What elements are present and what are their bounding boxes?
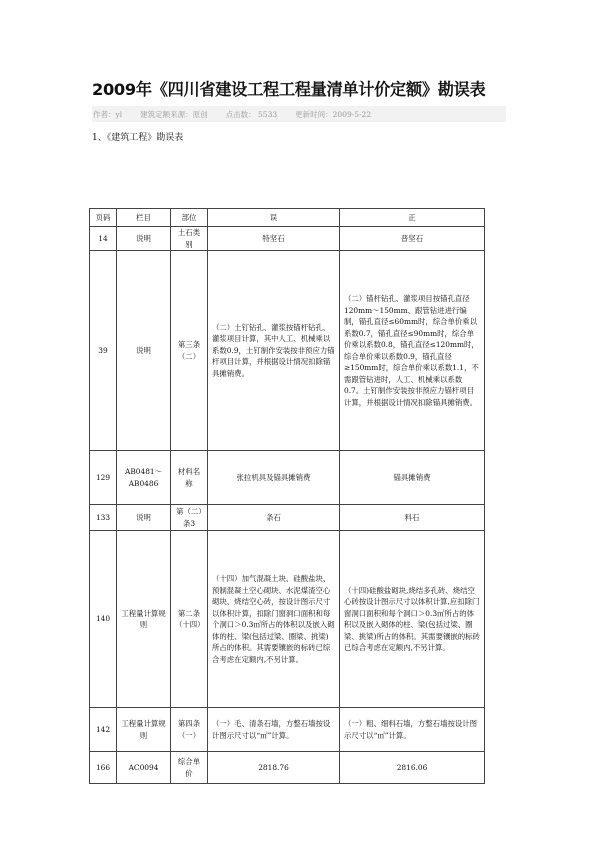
table-row: [90, 752, 485, 784]
cell-right: 普坚石: [340, 227, 485, 251]
update-time-text: 更新时间：2009-5-22: [295, 109, 372, 119]
table-row: [90, 451, 485, 505]
header-page: 页码: [90, 209, 117, 227]
cell-right: 料石: [340, 505, 485, 531]
cell-wrong: 条石: [208, 505, 340, 531]
cell-part: 第二条（十四）: [171, 531, 208, 708]
cell-right: （二）锚杆钻孔、灌浆项目按锚孔直径120mm～150mm、跟管钻进进行编制，锚孔直径≤60mm时，综合单价乘以系数0.7，锚孔直径≤90mm时，综合单价乘以系数0.8，锚孔直径≤120mm时，综合单价乘以系数0.9，锚孔直径≥150mm时，综合单价乘以系数1.1，不需跟管钻进时，人工、机械乘以系数0.7。土钉制作安装按非预应力锚杆项目计算，并根据设计情况扣除锚具摊销费。: [340, 251, 485, 451]
cell-column: 工程量计算规则: [117, 708, 171, 752]
cell-page: 142: [90, 708, 117, 752]
cell-column: 说明: [117, 251, 171, 451]
cell-part: 第（二）条3: [171, 505, 208, 531]
page-title: 2009年《四川省建设工程工程量清单计价定额》勘误表: [92, 80, 486, 99]
cell-part: 材料名称: [171, 451, 208, 505]
table-row: [90, 251, 485, 451]
cell-column: AC0094: [117, 752, 171, 784]
cell-wrong: 2818.76: [208, 752, 340, 784]
cell-page: 129: [90, 451, 117, 505]
cell-column: 说明: [117, 505, 171, 531]
cell-page: 39: [90, 251, 117, 451]
click-count-text: 点击数： 5533: [225, 109, 278, 119]
cell-part: 综合单价: [171, 752, 208, 784]
source-text: 建筑定额来源：原创: [140, 109, 208, 119]
table-row: [90, 227, 485, 251]
header-part: 部位: [171, 209, 208, 227]
author-text: 作者：yl: [93, 109, 123, 119]
header-right: 正: [340, 209, 485, 227]
cell-wrong: 张拉机具及锚具摊销费: [208, 451, 340, 505]
cell-column: 工程量计算规则: [117, 531, 171, 708]
cell-page: 166: [90, 752, 117, 784]
cell-right: 2816.06: [340, 752, 485, 784]
cell-page: 133: [90, 505, 117, 531]
table-row: [90, 505, 485, 531]
cell-part: 土石类别: [171, 227, 208, 251]
cell-part: 第四条（一）: [171, 708, 208, 752]
header-wrong: 误: [208, 209, 340, 227]
header-column: 栏目: [117, 209, 171, 227]
cell-part: 第三条（二）: [171, 251, 208, 451]
table-row: [90, 531, 485, 708]
cell-wrong: 特坚石: [208, 227, 340, 251]
table-row: [90, 708, 485, 752]
cell-right: 锚具摊销费: [340, 451, 485, 505]
article-meta-bar: [92, 106, 506, 122]
cell-wrong: （十四）加气混凝土块、硅酸盐块、预制混凝土空心砌块、水泥煤渣空心砌块、烧结空心砖，按设计图示尺寸以体积计算，扣除门窗洞口面积和每个洞口＞0.3㎡所占的体积以及嵌入砌体的柱、梁(包括过梁、圈梁、挑梁)所占的体积。其需要镶嵌的标砖已综合考虑在定额内,不另计算。: [208, 531, 340, 708]
cell-column: 说明: [117, 227, 171, 251]
cell-wrong: （二）土钉钻孔、灌浆按锚杆钻孔、灌浆项目计算，其中人工、机械乘以系数0.9，土钉制作安装按非预应力锚杆项目计算，并根据设计情况扣除锚具摊销费。: [208, 251, 340, 451]
section-heading: 1、《建筑工程》勘误表: [92, 133, 184, 143]
cell-page: 140: [90, 531, 117, 708]
cell-page: 14: [90, 227, 117, 251]
errata-table: [89, 208, 485, 784]
cell-right: （十四)硅酸盐砌块,烧结多孔砖、烧结空心砖按设计图示尺寸以体积计算,应扣除门窗洞口面积和每个洞口＞0.3㎡所占的体积以及嵌入砌体的柱、梁(包括过梁、圈梁、挑梁)所占的体积。其需要镶嵌的标砖已综合考虑在定额内,不另计算。: [340, 531, 485, 708]
table-header-row: [90, 209, 485, 227]
cell-right: （一）粗、细料石墙，方整石墙按设计图示尺寸以“㎡”计算。: [340, 708, 485, 752]
cell-wrong: （一）毛、清条石墙，方整石墙按设计图示尺寸以“㎡”计算。: [208, 708, 340, 752]
cell-column: AB0481～AB0486: [117, 451, 171, 505]
